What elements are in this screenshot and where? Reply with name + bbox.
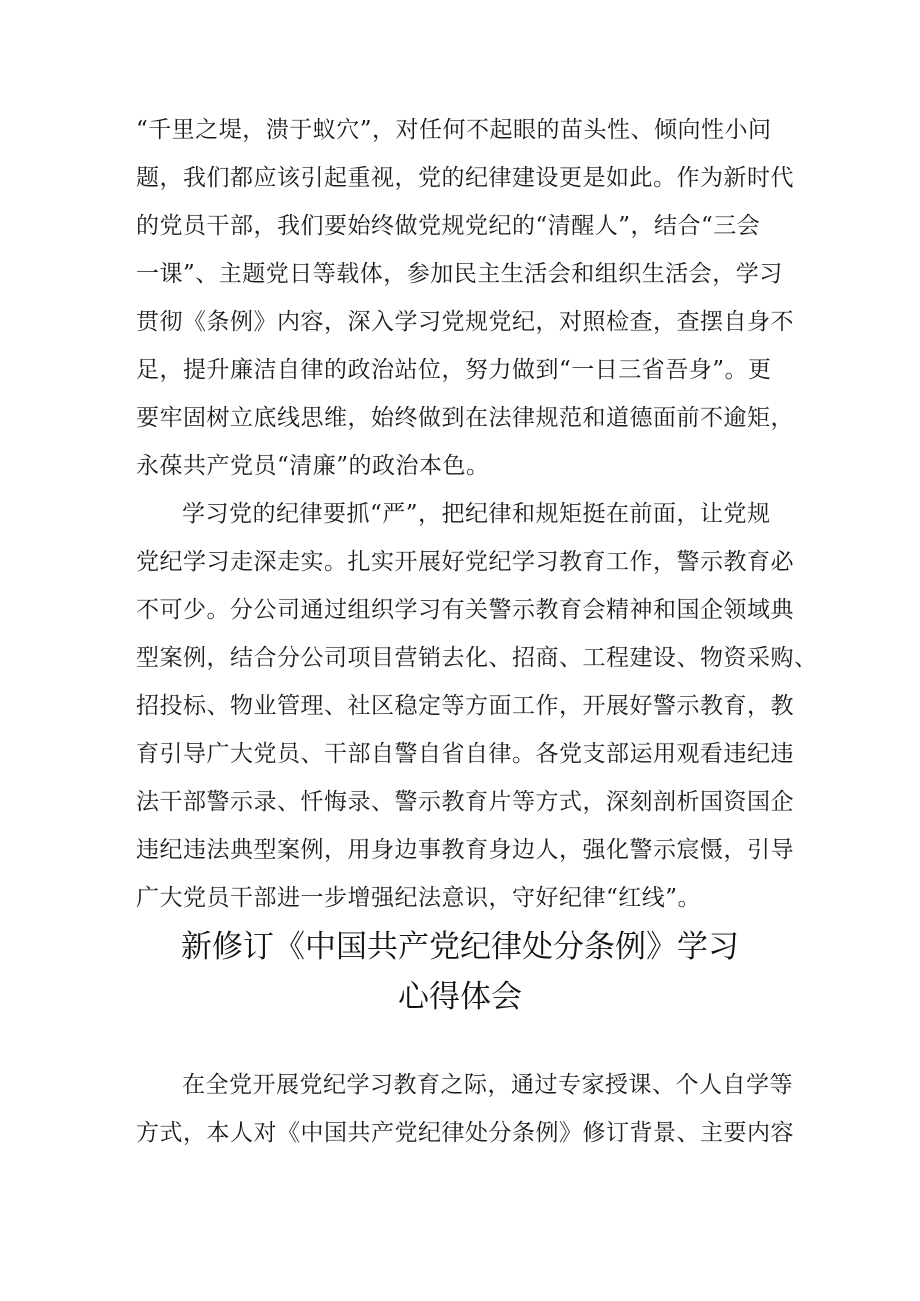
paragraph-line: 招投标、物业管理、社区稳定等方面工作，开展好警示教育，教: [136, 693, 794, 719]
paragraph-line: 足，提升廉洁自律的政治站位，努力做到“一日三省吾身”。更: [136, 357, 772, 383]
paragraph-line: 方式，本人对《中国共产党纪律处分条例》修订背景、主要内容: [136, 1120, 794, 1146]
paragraph-line: 贯彻《条例》内容，深入学习党规党纪，对照检查，查摆自身不: [136, 309, 794, 335]
paragraph-line: 违纪违法典型案例，用身边事教育身边人，强化警示宸慑，引导: [136, 837, 794, 863]
paragraph-line: 的党员干部，我们要始终做党规党纪的“清醒人”，结合“三会: [136, 213, 761, 239]
paragraph-line: 广大党员干部进一步增强纪法意识，守好纪律“红线”。: [136, 885, 702, 911]
paragraph-line: 育引导广大党员、干部自警自省自律。各党支部运用观看违纪违: [136, 741, 794, 767]
paragraph-line: 学习党的纪律要抓“严”，把纪律和规矩挺在前面，让党规: [182, 501, 771, 527]
paragraph-line: “千里之堤，溃于蚁穴”，对任何不起眼的苗头性、倾向性小问: [136, 117, 772, 143]
paragraph-line: 永葆共产党员“清廉”的政治本色。: [136, 453, 490, 479]
paragraph-line: 一课”、主题党日等载体，参加民主生活会和组织生活会，学习: [136, 261, 783, 287]
paragraph-line: 党纪学习走深走实。扎实开展好党纪学习教育工作，警示教育必: [136, 549, 794, 575]
paragraph-line: 在全党开展党纪学习教育之际，通过专家授课、个人自学等: [182, 1072, 793, 1098]
paragraph-line: 型案例，结合分公司项目营销去化、招商、工程建设、物资采购、: [136, 645, 818, 671]
section-title-line-1: 新修订《中国共产党纪律处分条例》学习: [181, 929, 739, 965]
section-title-line-2: 心得体会: [398, 979, 522, 1015]
paragraph-line: 法干部警示录、忏悔录、警示教育片等方式，深刻剖析国资国企: [136, 789, 794, 815]
paragraph-line: 不可少。分公司通过组织学习有关警示教育会精神和国企领域典: [136, 597, 794, 623]
paragraph-line: 题，我们都应该引起重视，党的纪律建设更是如此。作为新时代: [136, 165, 794, 191]
paragraph-line: 要牢固树立底线思维，始终做到在法律规范和道德面前不逾矩，: [136, 405, 794, 431]
